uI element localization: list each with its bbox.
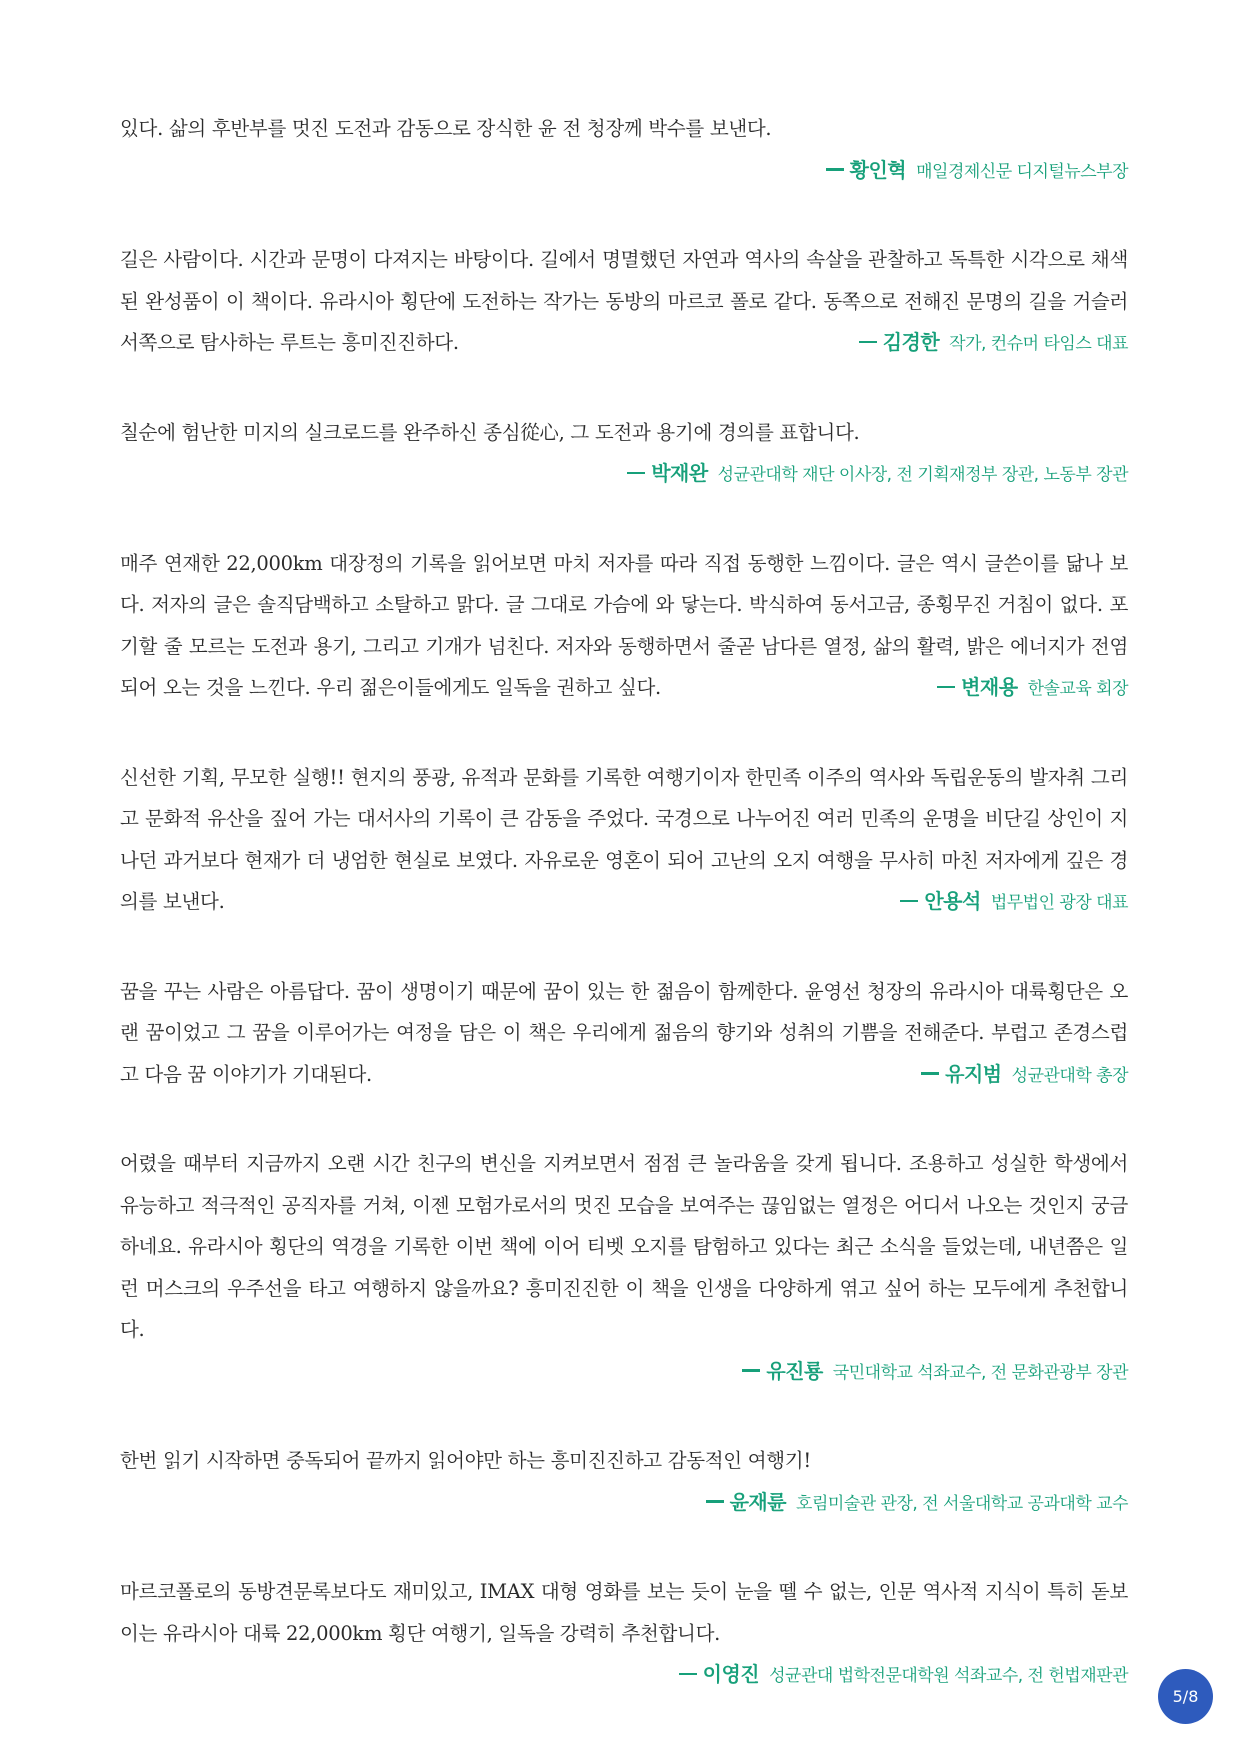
em-dash-icon (937, 686, 955, 689)
page-number-badge: 5/8 (1158, 1669, 1213, 1724)
recommendation-5 (120, 757, 1128, 925)
recommendation-9 (120, 1571, 1128, 1698)
recommendation-3 (120, 412, 1128, 497)
signature-role: 성균관대 법학전문대학원 석좌교수, 전 헌법재판관 (769, 1666, 1128, 1686)
signature-role: 한솔교육 회장 (1027, 679, 1128, 699)
signature-role: 성균관대학 재단 이사장, 전 기획재정부 장관, 노동부 장관 (717, 465, 1128, 485)
recommendation-text: 길은 사람이다. 시간과 문명이 다져지는 바탕이다. 길에서 명멸했던 자연과 역사의 속살을 관찰하고 독특한 시각으로 채색된 완성품이 이 책이다. 유라시아 횡단에 도전하는 작가는 동방의 마르코 폴로 같다. 동쪽으로 전해진 문명의 길을 거슬러 서쪽으로 탐사하는 루트는 흥미진진하다. (120, 248, 1128, 354)
em-dash-icon (921, 1072, 939, 1075)
em-dash-icon (679, 1673, 697, 1676)
signature-role: 매일경제신문 디지털뉴스부장 (916, 161, 1128, 182)
em-dash-icon (627, 472, 645, 475)
signature-name: 박재완 (651, 461, 708, 485)
recommendation-text: 한번 읽기 시작하면 중독되어 끝까지 읽어야만 하는 흥미진진하고 감동적인 여행기! (120, 1449, 811, 1472)
recommendation-8 (120, 1440, 1128, 1525)
signature-name: 유진룡 (766, 1358, 823, 1383)
em-dash-icon (900, 900, 918, 903)
recommendations-page (120, 108, 1128, 1744)
recommendation-text: 칠순에 험난한 미지의 실크로드를 완주하신 종심從心, 그 도전과 용기에 경의를 표합니다. (120, 420, 860, 444)
recommendation-6 (120, 971, 1128, 1098)
recommendation-text: 어렸을 때부터 지금까지 오랜 시간 친구의 변신을 지켜보면서 점점 큰 놀라움을 갖게 됩니다. 조용하고 성실한 학생에서 유능하고 적극적인 공직자를 거쳐, 이젠 모험가로서의 멋진 모습을 보여주는 끊임없는 열정은 어디서 나오는 것인지 궁금하네요. 유라시아 횡단의 역경을 기록한 이번 책에 이어 티벳 오지를 탐험하고 있다는 최근 소식을 들었는데, 내년쯤은 일런 머스크의 우주선을 타고 여행하지 않을까요? 흥미진진한 이 책을 인생을 다양하게 엮고 싶어 하는 모두에게 추천합니다. (120, 1152, 1128, 1341)
em-dash-icon (826, 168, 844, 171)
recommendation-text: 신선한 기획, 무모한 실행!! 현지의 풍광, 유적과 문화를 기록한 여행기이자 한민족 이주의 역사와 독립운동의 발자취 그리고 문화적 유산을 짚어 가는 대서사의 기록이 큰 감동을 주었다. 국경으로 나누어진 여러 민족의 운명을 비단길 상인이 지나던 과거보다 현재가 더 냉엄한 현실로 보였다. 자유로운 영혼이 되어 고난의 오지 여행을 무사히 마친 저자에게 깊은 경의를 보낸다. (120, 765, 1128, 913)
signature (120, 1654, 1128, 1698)
signature (120, 453, 1128, 497)
recommendation-text: 매주 연재한 22,000km 대장정의 기록을 읽어보면 마치 저자를 따라 직접 동행한 느낌이다. 글은 역시 글쓴이를 닮나 보다. 저자의 글은 솔직담백하고 소탈하고 맑다. 글 그대로 가슴에 와 닿는다. 박식하여 동서고금, 종횡무진 거침이 없다. 포기할 줄 모르는 도전과 용기, 그리고 기개가 넘친다. 저자와 동행하면서 줄곧 남다른 열정, 삶의 활력, 밝은 에너지가 전염되어 오는 것을 느낀다. 우리 젊은이들에게도 일독을 권하고 싶다. (120, 551, 1128, 699)
signature (120, 1482, 1128, 1526)
signature-name: 유지범 (945, 1061, 1002, 1086)
em-dash-icon (706, 1500, 724, 1503)
signature-name: 변재용 (961, 675, 1018, 699)
recommendation-4 (120, 543, 1128, 711)
signature-name: 윤재륜 (729, 1489, 787, 1514)
recommendation-2 (120, 239, 1128, 366)
signature-name: 안용석 (924, 889, 981, 913)
recommendation-1 (120, 108, 1128, 193)
recommendation-7 (120, 1143, 1128, 1394)
recommendation-text: 꿈을 꾸는 사람은 아름답다. 꿈이 생명이기 때문에 꿈이 있는 한 젊음이 함께한다. 윤영선 청장의 유라시아 대륙횡단은 오랜 꿈이었고 그 꿈을 이루어가는 여정을 담은 이 책은 우리에게 젊음의 향기와 성취의 기쁨을 전해준다. 부럽고 존경스럽고 다음 꿈 이야기가 기대된다. (120, 979, 1128, 1086)
signature-role: 성균관대학 총장 (1011, 1065, 1128, 1086)
signature-name: 황인혁 (849, 157, 907, 182)
signature-role: 작가, 컨슈머 타임스 대표 (949, 334, 1128, 354)
signature (120, 881, 1128, 925)
signature-role: 호림미술관 관장, 전 서울대학교 공과대학 교수 (796, 1493, 1128, 1514)
signature-role: 법무법인 광장 대표 (990, 893, 1128, 913)
em-dash-icon (742, 1369, 760, 1372)
recommendation-text: 마르코폴로의 동방견문록보다도 재미있고, IMAX 대형 영화를 보는 듯이 눈을 뗄 수 없는, 인문 역사적 지식이 특히 돋보이는 유라시아 대륙 22,000km 횡단 여행기, 일독을 강력히 추천합니다. (120, 1580, 1128, 1645)
signature (120, 1351, 1128, 1395)
recommendation-text: 있다. 삶의 후반부를 멋진 도전과 감동으로 장식한 윤 전 청장께 박수를 보낸다. (120, 117, 772, 140)
signature-name: 김경한 (882, 330, 940, 354)
em-dash-icon (859, 341, 877, 344)
signature-role: 국민대학교 석좌교수, 전 문화관광부 장관 (832, 1362, 1128, 1383)
signature-name: 이영진 (702, 1662, 760, 1686)
signature (120, 150, 1128, 194)
